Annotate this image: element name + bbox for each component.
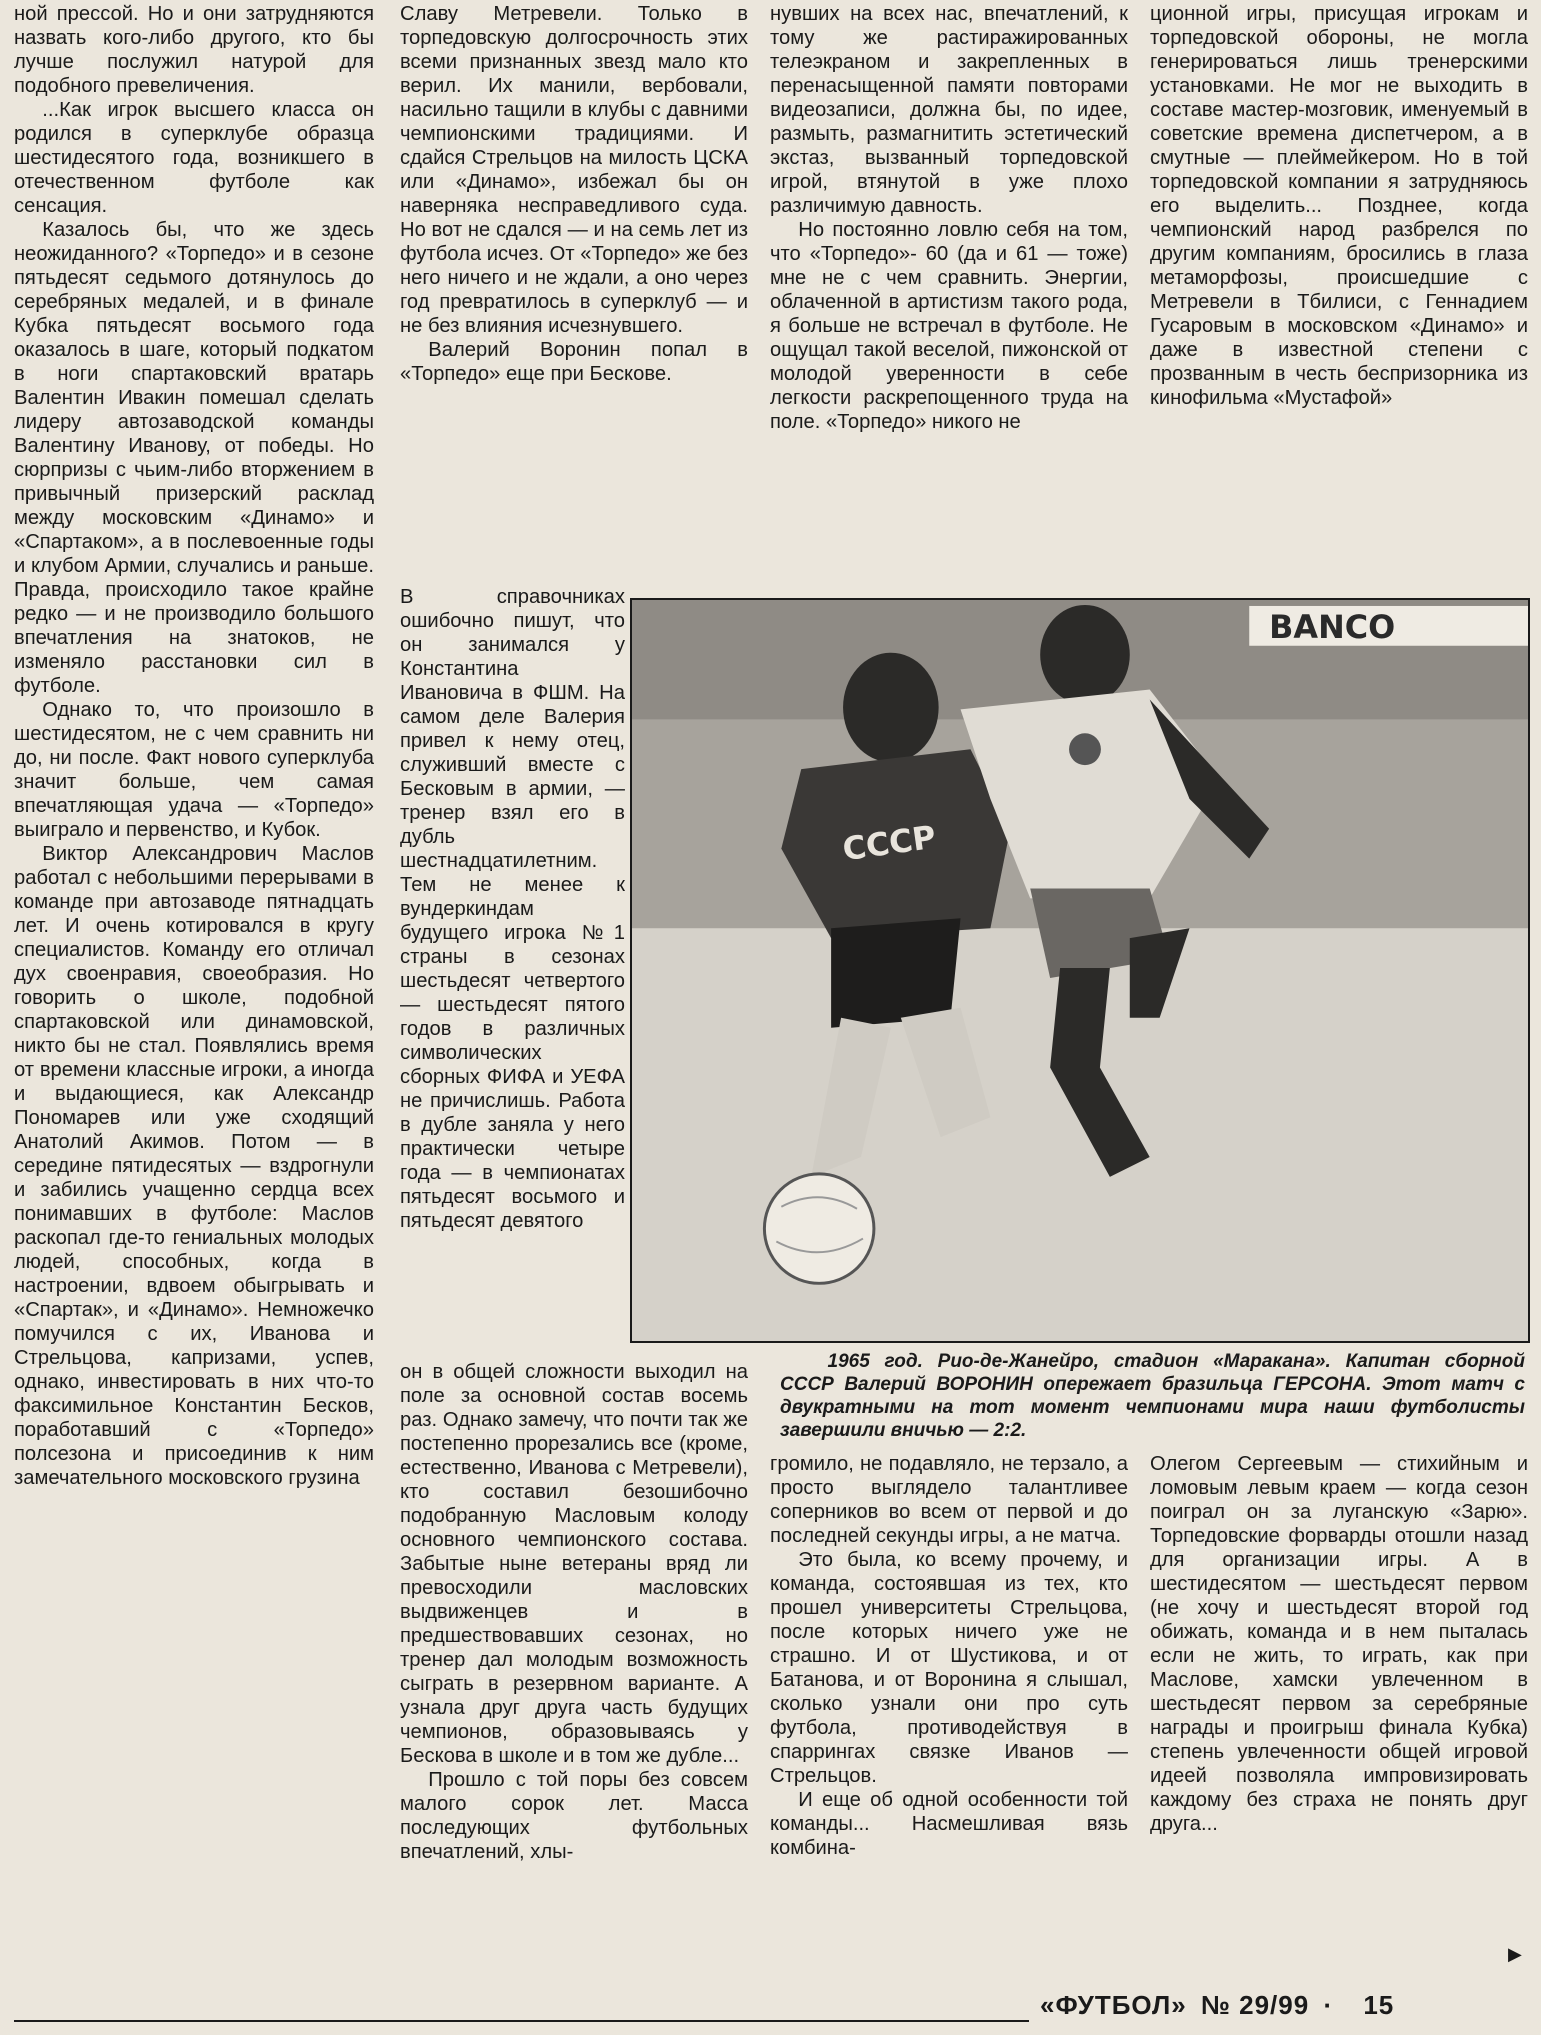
publication-name: «ФУТБОЛ» (1040, 1990, 1187, 2020)
paragraph: Прошло с той поры без совсем малого сорок лет. Масса последующих футбольных впечатлений, хлы- (400, 1769, 748, 1863)
paragraph: нувших на всех нас, впечатлений, к тому же растиражированных телеэкраном и закрепленных в перенасыщенной памяти повторами видеозаписи, должна бы, по идее, размыть, размагнитить эстетический экстаз, вызванный торпедовской игрой, втянутой в уже плохо различимую давность. (770, 3, 1128, 217)
paragraph: ной прессой. Но и они затрудняются назвать кого-либо другого, кто бы лучше послужил натурой для подобного превеличения. (14, 3, 374, 97)
paragraph: он в общей сложности выходил на поле за основной состав восемь раз. Однако замечу, что почти так же постепенно прорезались все (кроме, естественно, Иванова с Метревели), кто составил безошибочно подобранную Масловым колоду основного чемпионского состава. Забытые ныне ветераны вряд ли превосходили масловских выдвиженцев и в предшествовавших сезонах, но тренер дал молодым возможность сыграть в резервном варианте. А узнала друг друга часть будущих чемпионов, образовываясь у Бескова в школе и в том же дубле... (400, 1361, 748, 1767)
photo-illustration (632, 600, 1528, 1341)
column-1 (14, 2, 374, 1982)
footer-rule (14, 2020, 1029, 2022)
issue-number: № 29/99 (1200, 1990, 1310, 2020)
paragraph: Однако то, что произошло в шестидесятом, не с чем сравнить ни до, ни после. Факт нового суперклуба значит больше, чем самая впечатляющая удача — «Торпедо» выиграло и первенство, и Кубок. (14, 699, 374, 841)
paragraph: Виктор Александрович Маслов работал с небольшими перерывами в команде при автозаводе пятнадцать лет. И очень котировался в кругу специалистов. Команду его отличал дух своенравия, своеобразия. Но говорить о школе, подобной спартаковской или динамовской, никто бы не стал. Появлялись время от времени классные игроки, а иногда и выдающиеся, как Александр Пономарев или уже сходящий Анатолий Акимов. Потом — в середине пятидесятых — вздрогнули и забились учащенно сердца всех понимавших в футболе: Маслов раскопал где-то гениальных молодых людей, способных, когда в настроении, вдвоем обыгрывать и «Спартак», и «Динамо». Немножечко помучился с их, Иванова и Стрельцова, капризами, успев, однако, инвестировать в них что-то факсимильное Константин Бесков, поработавший с «Торпедо» полсезона и присоединив к ним замечательного московского грузина (14, 843, 374, 1489)
paragraph: И еще об одной особенности той команды... Насмешливая вязь комбина- (770, 1789, 1128, 1859)
column-2-narrow (400, 585, 625, 1355)
paragraph: Это была, ко всему прочему, и команда, состоявшая из тех, кто прошел университеты Стрельцова, после которых ничего уже не страшно. И от Шустикова, и от Батанова, и от Воронина я слышал, сколько узнали они про суть футбола, противодействуя в спаррингах связке Иванов — Стрельцов. (770, 1549, 1128, 1787)
column-2-top (400, 2, 748, 577)
stadium-banner: BANCO (1269, 607, 1396, 646)
jersey-lettering: СССР (840, 817, 939, 869)
footer-separator: · (1323, 1990, 1334, 2020)
photo-caption: 1965 год. Рио-де-Жанейро, стадион «Маракана». Капитан сборной СССР Валерий ВОРОНИН опережает бразильца ГЕРСОНА. Этот матч с двукратными на тот момент чемпионами мира наши футболисты завершили вничью — 2:2. (780, 1351, 1525, 1441)
paragraph: Но постоянно ловлю себя на том, что «Торпедо»- 60 (да и 61 — тоже) мне не с чем сравнить. Энергии, облаченной в артистизм такого рода, я больше не встречал в футболе. Не ощущал такой веселой, пижонской от молодой уверенности в себе легкости раскрепощенного труда на поле. «Торпедо» никого не (770, 219, 1128, 433)
paragraph: ционной игры, присущая игрокам и торпедовской обороны, не могла генерироваться лишь тренерскими установками. Не мог не выходить в составе мастер-мозговик, именуемый в советские времена диспетчером, а в смутные — плеймейкером. Но в той торпедовской компании я затрудняюсь его выделить... Позднее, когда чемпионский народ разбрелся по другим компаниям, бросились в глаза метаморфозы, происшедшие с Метревели в Тбилиси, с Геннадием Гусаровым в московском «Динамо» и даже в известной степени с прозванным в честь беспризорника из кинофильма «Мустафой» (1150, 3, 1528, 409)
continue-arrow-icon: ▶ (1508, 1944, 1522, 1964)
paragraph: Казалось бы, что же здесь неожиданного? «Торпедо» и в сезоне пятьдесят седьмого дотянулось до серебряных медалей, и в финале Кубка пятьдесят восьмого года оказалось в шаге, который подкатом в ноги спартаковский вратарь Валентин Ивакин помешал сделать лидеру автозаводской команды Валентину Иванову, от победы. Но сюрпризы с чьим-либо вторжением в привычный призерский расклад между московским «Динамо» и «Спартаком», а в послевоенные годы и клубом Армии, случались и раньше. Правда, происходило такое крайне редко — и не производило большого впечатления на знатоков, не изменяло расстановки сил в футболе. (14, 219, 374, 697)
column-4-bottom (1150, 1452, 1528, 1980)
match-photo (630, 598, 1530, 1343)
column-2-bottom (400, 1360, 748, 1980)
paragraph: громило, не подавляло, не терзало, а просто выглядело талантливее соперников во всем от первой и до последней секунды игры, а не матча. (770, 1453, 1128, 1547)
paragraph: Славу Метревели. Только в торпедовскую долгосрочность этих всеми признанных звезд мало кто верил. Их манили, вербовали, насильно тащили в клубы с давними чемпионскими традициями. И сдайся Стрельцов на милость ЦСКА или «Динамо», избежал бы он наверняка несправедливого суда. Но вот не сдался — и на семь лет из футбола исчез. От «Торпедо» же без него ничего и не ждали, а оно через год превратилось в суперклуб — и не без влияния исчезнувшего. (400, 3, 748, 337)
page-number: 15 (1363, 1990, 1395, 2020)
paragraph: ...Как игрок высшего класса он родился в суперклубе образца шестидесятого года, возникшего в отечественном футболе как сенсация. (14, 99, 374, 217)
paragraph: В справочниках ошибочно пишут, что он занимался у Константина Ивановича в ФШМ. На самом деле Валерия привел к нему отец, служивший вместе с Бесковым в армии, — тренер взял его в дубль шестнадцатилетним. Тем не менее к вундеркиндам будущего игрока №1 страны в сезонах шестьдесят четвертого — шестьдесят пятого годов в различных символических сборных ФИФА и УЕФА не причислишь. Работа в дубле заняла у него практически четыре года — в чемпионатах пятьдесят восьмого и пятьдесят девятого (400, 586, 625, 1232)
paragraph: Валерий Воронин попал в «Торпедо» еще при Бескове. (400, 339, 748, 385)
paragraph: Олегом Сергеевым — стихийным и ломовым левым краем — когда сезон поиграл он за луганскую «Зарю». Торпедовские форварды отошли назад для организации игры. А в шестидесятом — шестьдесят первом (не хочу и шестьдесят второй год обижать, команда и в нем пыталась если не жить, то играть, как при Маслове, хамски увлеченном в шестьдесят первом за серебряные награды и проигрыш финала Кубка) степень увлеченности общей игровой идеей позволяла импровизировать каждому без страха не понять друг друга... (1150, 1453, 1528, 1835)
column-3-top (770, 2, 1128, 577)
column-4-top (1150, 2, 1528, 577)
column-3-bottom (770, 1452, 1128, 1980)
page-footer (1040, 1990, 1394, 2021)
